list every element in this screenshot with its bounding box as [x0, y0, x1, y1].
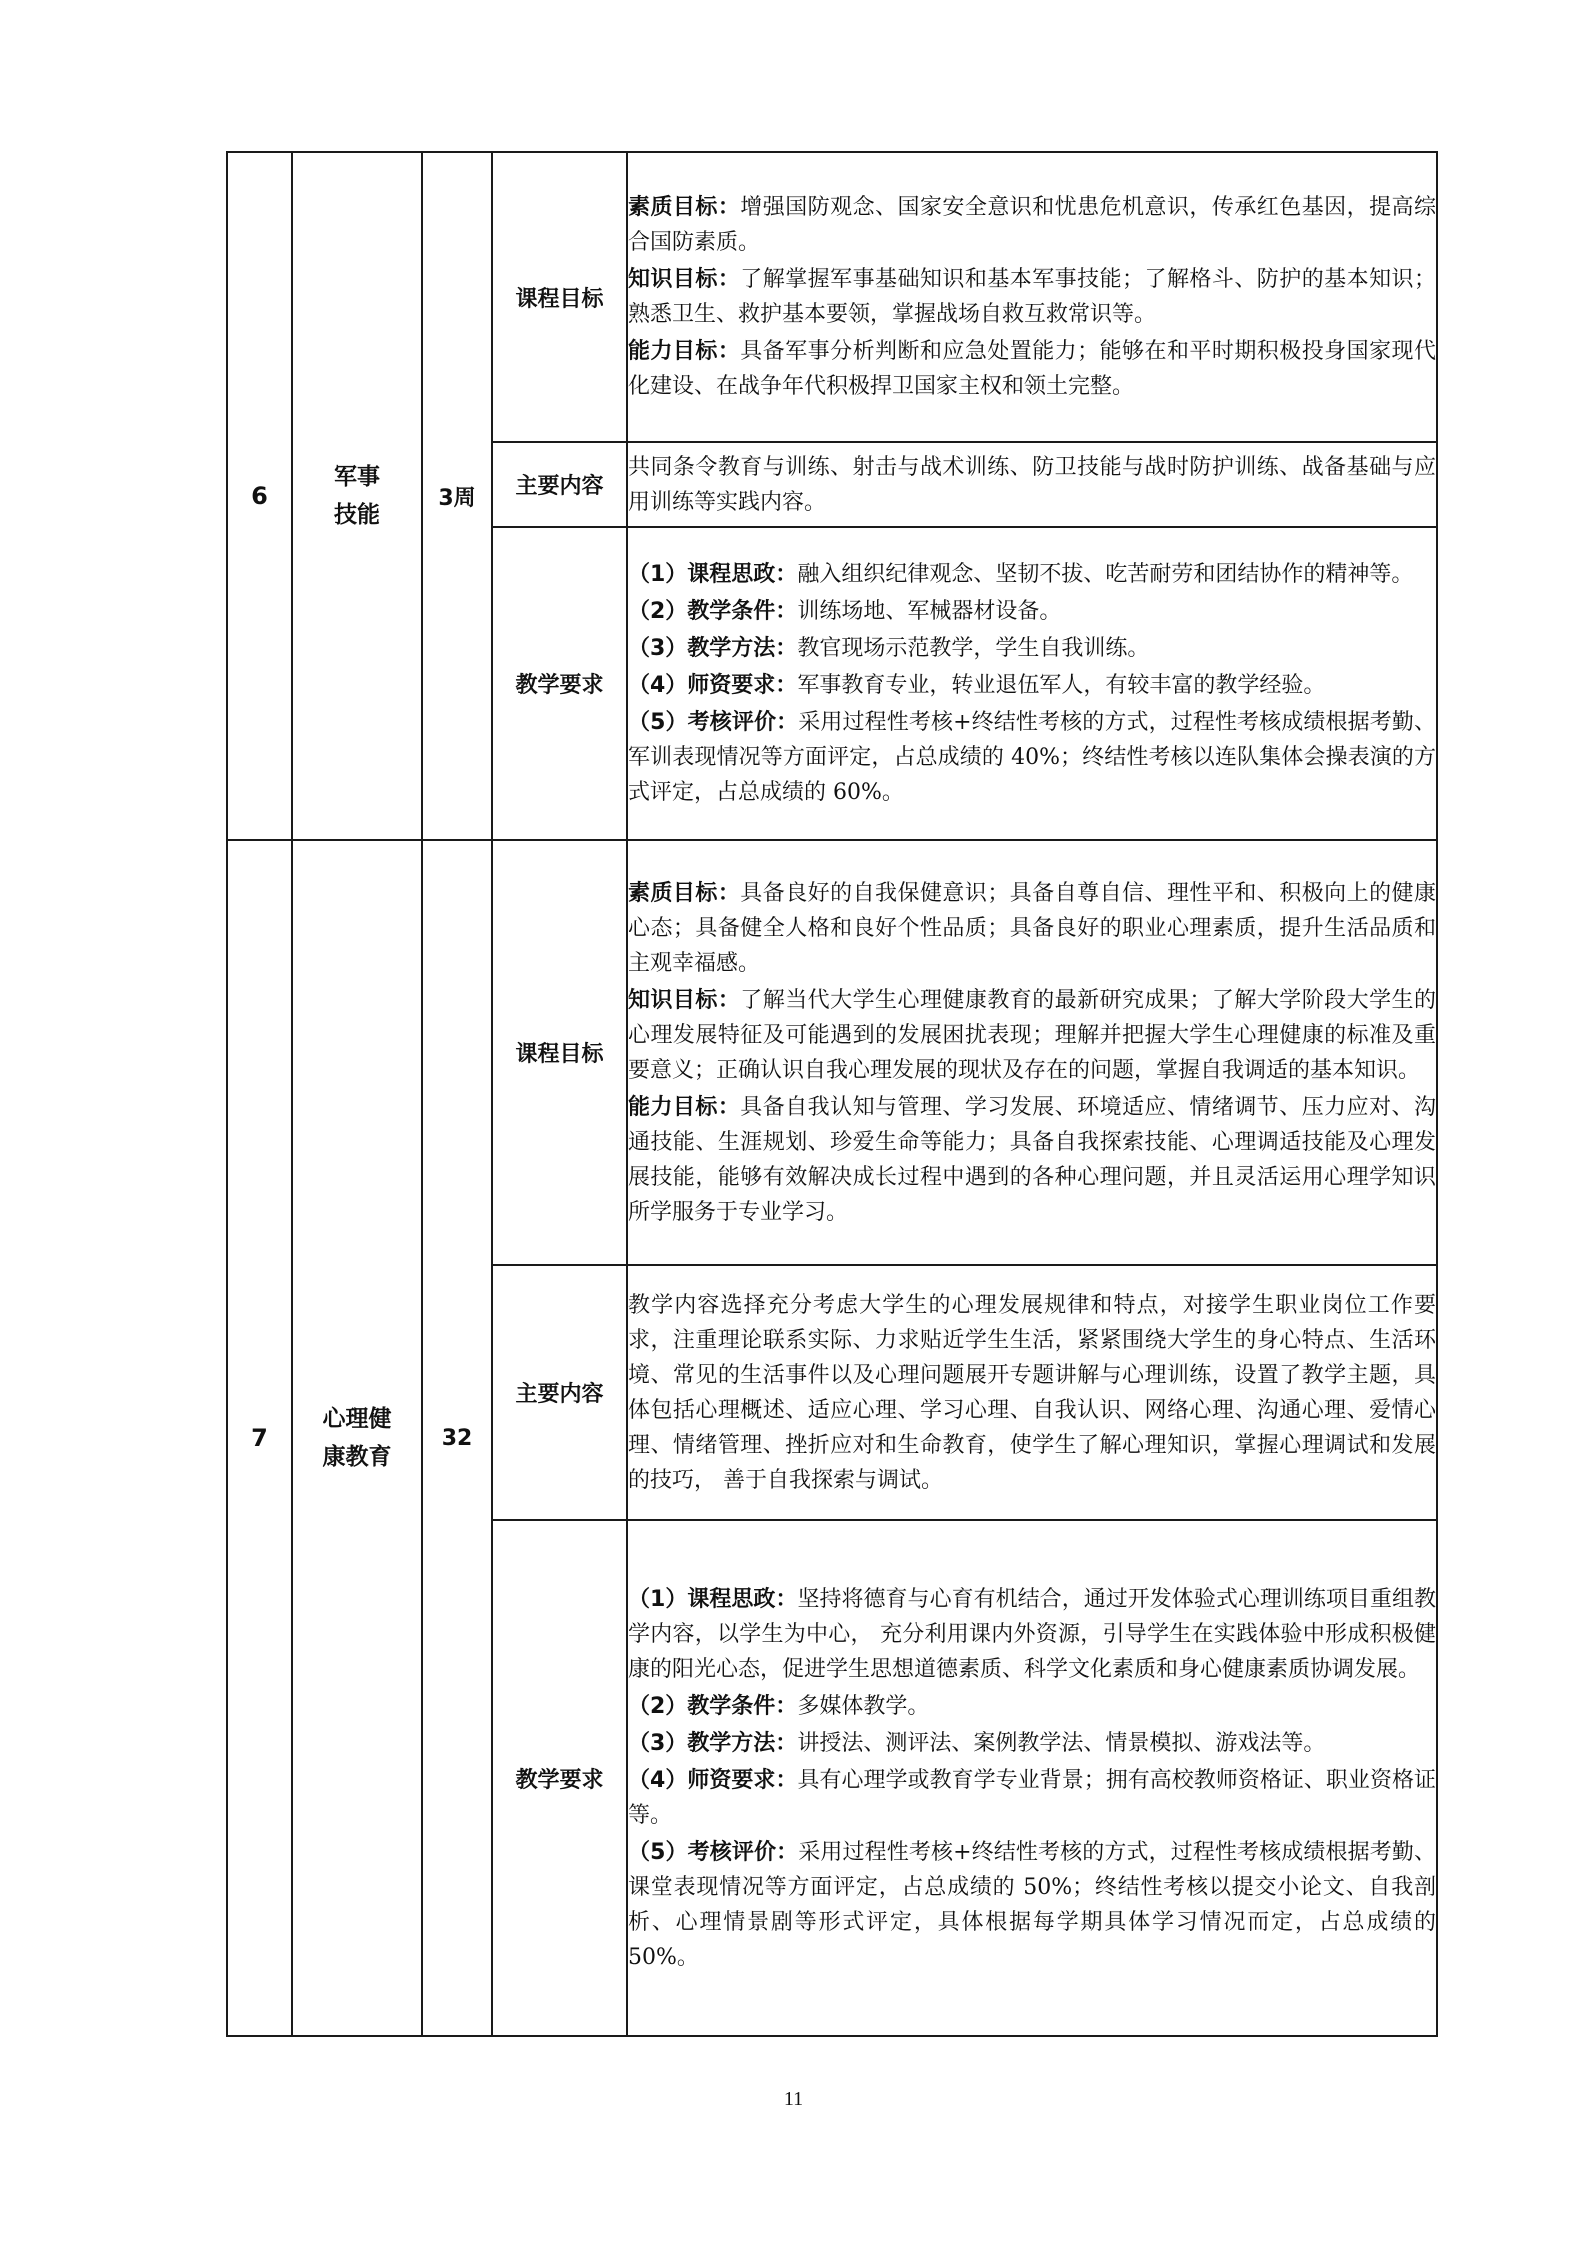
paragraph-key: （3）教学方法： — [628, 1730, 798, 1756]
section-content — [627, 1265, 1437, 1520]
paragraph — [628, 1090, 1436, 1230]
paragraph-key: （5）考核评价： — [628, 1839, 799, 1865]
paragraph-key: （2）教学条件： — [628, 599, 798, 624]
paragraph-text: 融入组织纪律观念、坚韧不拔、吃苦耐劳和团结协作的精神等。 — [797, 562, 1414, 587]
section-label: 主要内容 — [492, 442, 627, 527]
paragraph — [628, 1835, 1436, 1975]
section-content — [627, 152, 1437, 442]
paragraph-key: 素质目标： — [628, 195, 741, 220]
paragraph — [628, 334, 1436, 404]
paragraph-text: 采用过程性考核+终结性考核的方式，过程性考核成绩根据考勤、军训表现情况等方面评定，占总成绩的 40%；终结性考核以连队集体会操表演的方式评定，占总成绩的 60%。 — [628, 710, 1437, 805]
paragraph — [628, 594, 1436, 629]
paragraph-text: 共同条令教育与训练、射击与战术训练、防卫技能与战时防护训练、战备基础与应用训练等实践内容。 — [628, 454, 1436, 515]
section-content — [627, 840, 1437, 1265]
paragraph-text: 坚持将德育与心育有机结合，通过开发体验式心理训练项目重组教学内容，以学生为中心， 充分利用课内外资源，引导学生在实践体验中形成积极健康的阳光心态，促进学生思想道德素质、科学文化素质和身心健康素质协调发展。 — [628, 1586, 1436, 1682]
paragraph-text: 具备军事分析判断和应急处置能力；能够在和平时期积极投身国家现代化建设、在战争年代积极捍卫国家主权和领土完整。 — [628, 339, 1436, 399]
paragraph — [628, 668, 1436, 703]
paragraph-key: 能力目标： — [628, 1094, 741, 1120]
page-number: 11 — [783, 2088, 804, 2110]
paragraph — [628, 1726, 1436, 1761]
section-content — [627, 1520, 1437, 2036]
course-name-line: 心理健 — [322, 1406, 392, 1432]
paragraph-text: 了解掌握军事基础知识和基本军事技能；了解格斗、防护的基本知识；熟悉卫生、救护基本要领，掌握战场自救互救常识等。 — [628, 267, 1436, 327]
paragraph — [628, 1288, 1436, 1498]
paragraph — [628, 190, 1436, 260]
paragraph-key: 知识目标： — [628, 267, 741, 292]
course-number: 6 — [227, 152, 292, 840]
section-label: 课程目标 — [492, 840, 627, 1265]
course-number: 7 — [227, 840, 292, 2036]
paragraph-key: 知识目标： — [628, 987, 741, 1013]
paragraph — [628, 876, 1436, 981]
paragraph — [628, 1763, 1436, 1833]
paragraph-key: （1）课程思政： — [628, 562, 798, 587]
paragraph-key: （2）教学条件： — [628, 1693, 798, 1719]
paragraph-text: 具备良好的自我保健意识；具备自尊自信、理性平和、积极向上的健康心态；具备健全人格和良好个性品质；具备良好的职业心理素质，提升生活品质和主观幸福感。 — [628, 880, 1436, 976]
paragraph-key: （1）课程思政： — [628, 1586, 798, 1612]
course-name — [292, 152, 422, 840]
paragraph-text: 具有心理学或教育学专业背景；拥有高校教师资格证、职业资格证等。 — [628, 1767, 1436, 1828]
paragraph-key: （4）师资要求： — [628, 1767, 798, 1793]
paragraph-key: （5）考核评价： — [628, 710, 799, 735]
section-label: 教学要求 — [492, 527, 627, 840]
paragraph — [628, 1582, 1436, 1687]
course-table — [226, 151, 1438, 2037]
paragraph — [628, 557, 1436, 592]
paragraph-key: （4）师资要求： — [628, 673, 798, 698]
paragraph-text: 教官现场示范教学，学生自我训练。 — [797, 636, 1150, 661]
paragraph-text: 训练场地、军械器材设备。 — [797, 599, 1062, 624]
course-name-line: 军事 — [334, 464, 380, 490]
course-name — [292, 840, 422, 2036]
section-label: 教学要求 — [492, 1520, 627, 2036]
course-name-line: 技能 — [334, 502, 380, 528]
paragraph-key: （3）教学方法： — [628, 636, 798, 661]
paragraph-key: 能力目标： — [628, 339, 741, 364]
paragraph — [628, 705, 1436, 810]
paragraph — [628, 1689, 1436, 1724]
paragraph-text: 增强国防观念、国家安全意识和忧患危机意识，传承红色基因，提高综合国防素质。 — [628, 195, 1436, 255]
course-hours: 3周 — [422, 152, 492, 840]
paragraph — [628, 983, 1436, 1088]
section-label: 课程目标 — [492, 152, 627, 442]
table-row — [227, 840, 1437, 1265]
section-content — [627, 442, 1437, 527]
paragraph — [628, 450, 1436, 520]
paragraph — [628, 631, 1436, 666]
course-hours: 32 — [422, 840, 492, 2036]
paragraph-key: 素质目标： — [628, 880, 741, 906]
paragraph-text: 采用过程性考核+终结性考核的方式，过程性考核成绩根据考勤、课堂表现情况等方面评定，占总成绩的 50%；终结性考核以提交小论文、自我剖析、心理情景剧等形式评定，具体根据每学期具体学习情况而定，占总成绩的 50%。 — [628, 1839, 1437, 1970]
paragraph-text: 讲授法、测评法、案例教学法、情景模拟、游戏法等。 — [797, 1730, 1326, 1756]
paragraph — [628, 262, 1436, 332]
paragraph-text: 具备自我认知与管理、学习发展、环境适应、情绪调节、压力应对、沟通技能、生涯规划、珍爱生命等能力；具备自我探索技能、心理调适技能及心理发展技能，能够有效解决成长过程中遇到的各种心理问题，并且灵活运用心理学知识所学服务于专业学习。 — [628, 1094, 1436, 1225]
section-label: 主要内容 — [492, 1265, 627, 1520]
section-content — [627, 527, 1437, 840]
course-name-line: 康教育 — [322, 1444, 392, 1470]
table-row — [227, 152, 1437, 442]
paragraph-text: 教学内容选择充分考虑大学生的心理发展规律和特点，对接学生职业岗位工作要求，注重理论联系实际、力求贴近学生生活，紧紧围绕大学生的身心特点、生活环境、常见的生活事件以及心理问题展开专题讲解与心理训练，设置了教学主题，具体包括心理概述、适应心理、学习心理、自我认识、网络心理、沟通心理、爱情心理、情绪管理、挫折应对和生命教育，使学生了解心理知识，掌握心理调试和发展的技巧， 善于自我探索与调试。 — [628, 1292, 1436, 1493]
paragraph-text: 军事教育专业，转业退伍军人，有较丰富的教学经验。 — [797, 673, 1326, 698]
paragraph-text: 了解当代大学生心理健康教育的最新研究成果；了解大学阶段大学生的心理发展特征及可能遇到的发展困扰表现；理解并把握大学生心理健康的标准及重要意义；正确认识自我心理发展的现状及存在的问题，掌握自我调适的基本知识。 — [628, 987, 1436, 1083]
paragraph-text: 多媒体教学。 — [797, 1693, 930, 1719]
